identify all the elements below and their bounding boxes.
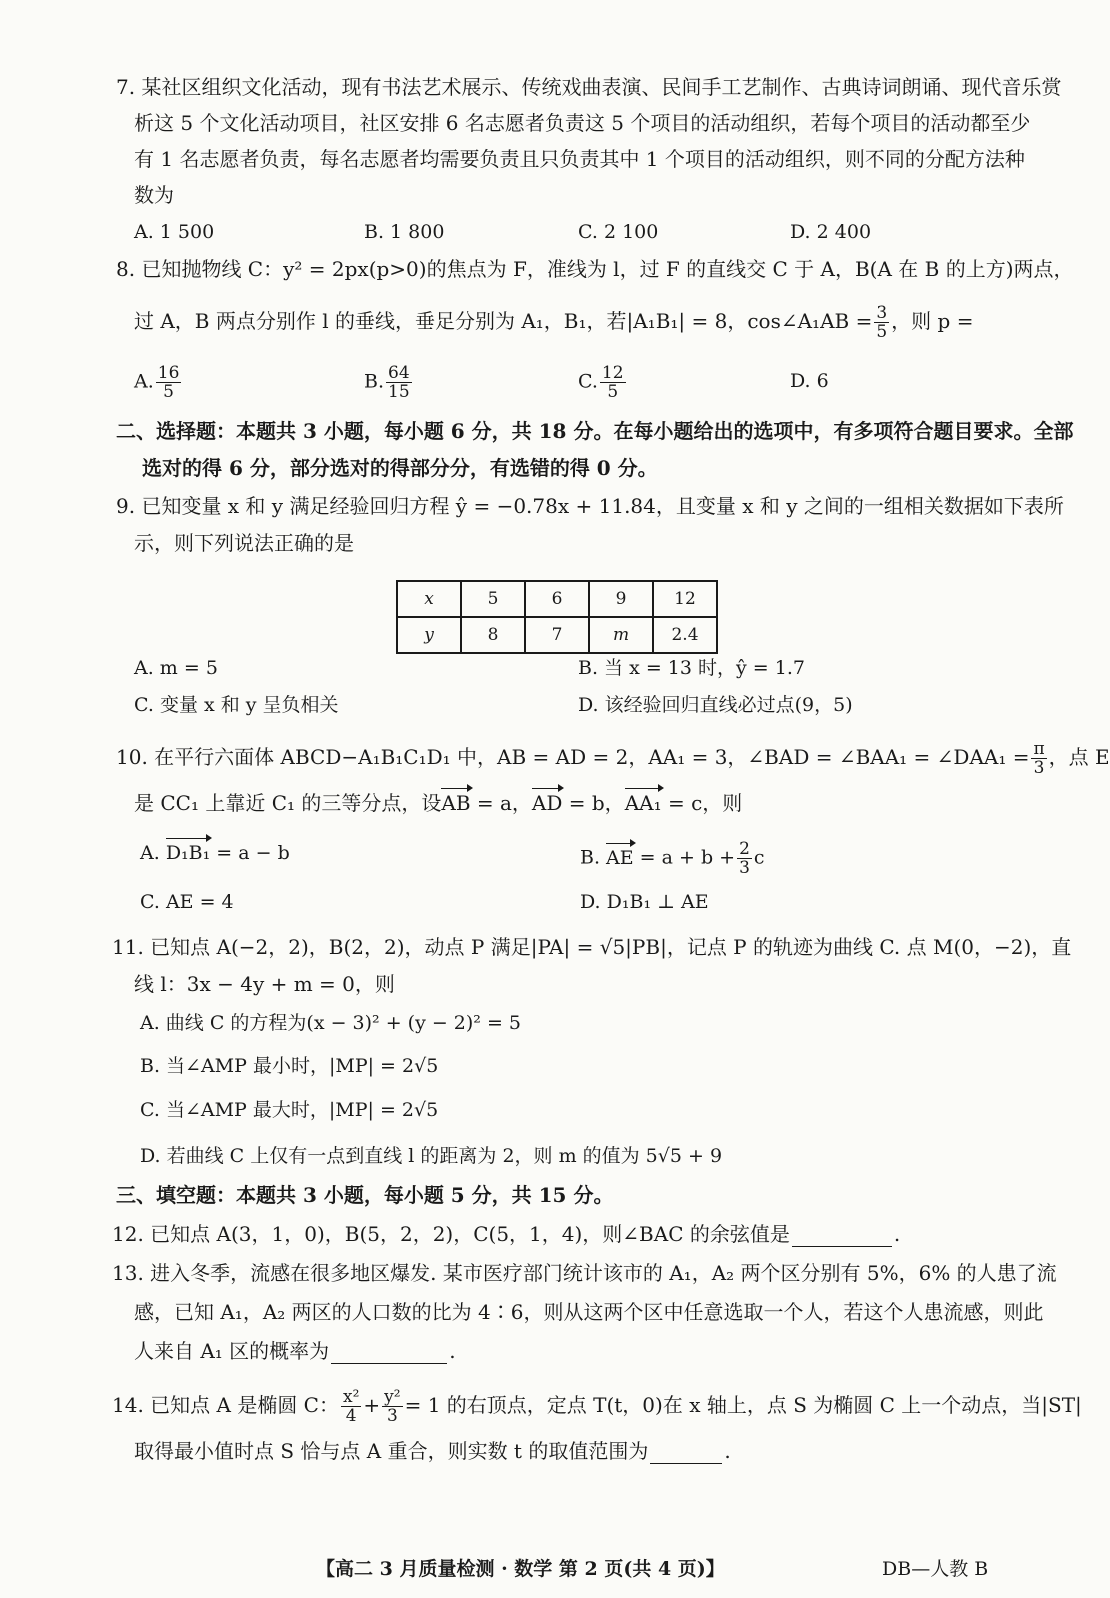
q10-line2: 是 CC₁ 上靠近 C₁ 的三等分点，设AB = a，AD = b，AA₁ = c，则 — [134, 791, 743, 815]
q7-option-d: D. 2 400 — [790, 221, 872, 243]
q10-option-b: B. AE = a + b + $\frac{2}{3}$ c — [580, 839, 765, 878]
footer-title: 【高二 3 月质量检测 · 数学 第 2 页(共 4 页)】 — [316, 1558, 725, 1580]
q14-ellipse-frac-y: $\frac{\text{y²}}{3}$ — [384, 1387, 401, 1426]
q9-data-table — [396, 580, 718, 654]
q13-line2: 感，已知 A₁，A₂ 两区的人口数的比为 4∶6，则从这两个区中任意选取一个人，若这个人患流感，则此 — [134, 1300, 1044, 1324]
table-cell: 7 — [525, 617, 589, 653]
q10-option-c: C. AE = 4 — [140, 891, 234, 913]
q9-option-c: C. 变量 x 和 y 呈负相关 — [134, 694, 339, 716]
q9-option-d: D. 该经验回归直线必过点(9，5) — [578, 694, 853, 716]
q11-option-c: C. 当∠AMP 最大时，|MP| = 2√5 — [140, 1099, 439, 1121]
q7-line3: 有 1 名志愿者负责，每名志愿者均需要负责且只负责其中 1 个项目的活动组织，则不同的分配方法种 — [134, 147, 1025, 171]
q8-option-c: C. $\frac{12}{5}$ — [578, 363, 624, 402]
q14-line2: 取得最小值时点 S 恰与点 A 重合，则实数 t 的取值范围为 . — [134, 1439, 731, 1463]
section2-note: 选对的得 6 分，部分选对的得部分分，有选错的得 0 分。 — [142, 456, 658, 480]
q7-line4: 数为 — [134, 183, 174, 207]
q7-option-a: A. 1 500 — [134, 221, 215, 243]
q7-line2: 析这 5 个文化活动项目，社区安排 6 名志愿者负责这 5 个项目的活动组织，若每个项目的活动都至少 — [134, 111, 1031, 135]
q8-option-a: A. $\frac{16}{5}$ — [134, 363, 180, 402]
q14-line1: 14. 已知点 A 是椭圆 C： $\frac{\text{x²}}{4}$ + $\frac{\text{y²}}{3}$ = 1 的右顶点，定点 T(t，0)在 x 轴上，点 S 为椭圆 C 上一个动点，当|ST| — [112, 1387, 1082, 1426]
q11-option-b: B. 当∠AMP 最小时，|MP| = 2√5 — [140, 1055, 439, 1077]
table-row — [397, 617, 717, 653]
q8-cos-fraction: $\frac{3}{5}$ — [876, 303, 888, 342]
q13-line3: 人来自 A₁ 区的概率为 . — [134, 1339, 456, 1363]
q14-answer-blank[interactable] — [650, 1443, 722, 1464]
vector-ab: AB — [441, 791, 471, 815]
q8-option-d: D. 6 — [790, 370, 829, 392]
q11-option-a: A. 曲线 C 的方程为(x − 3)² + (y − 2)² = 5 — [140, 1012, 522, 1034]
q8-option-b: B. $\frac{64}{15}$ — [364, 363, 410, 402]
q14-ellipse-frac-x: $\frac{\text{x²}}{4}$ — [342, 1387, 360, 1426]
q8-line2: 过 A，B 两点分别作 l 的垂线，垂足分别为 A₁，B₁，若|A₁B₁| = 8，cos∠A₁AB = $\frac{3}{5}$ ，则 p = — [134, 303, 974, 342]
q8-line1: 8. 已知抛物线 C：y² = 2px(p>0)的焦点为 F，准线为 l，过 F 的直线交 C 于 A，B(A 在 B 的上方)两点， — [116, 257, 1074, 281]
table-cell: 2.4 — [653, 617, 717, 653]
table-row — [397, 581, 717, 617]
section3-heading: 三、填空题：本题共 3 小题，每小题 5 分，共 15 分。 — [116, 1183, 614, 1207]
q7-option-b: B. 1 800 — [364, 221, 445, 243]
q12-line: 12. 已知点 A(3，1，0)，B(5，2，2)，C(5，1，4)，则∠BAC 的余弦值是 . — [112, 1222, 901, 1246]
footer-code: DB—人教 B — [882, 1558, 989, 1580]
table-cell: y — [397, 617, 461, 653]
q11-option-d: D. 若曲线 C 上仅有一点到直线 l 的距离为 2，则 m 的值为 5√5 + 9 — [140, 1145, 723, 1167]
q13-answer-blank[interactable] — [331, 1343, 447, 1364]
table-cell: 12 — [653, 581, 717, 617]
q9-line2: 示，则下列说法正确的是 — [134, 531, 354, 555]
q10-option-d: D. D₁B₁ ⊥ AE — [580, 891, 709, 913]
table-cell: 5 — [461, 581, 525, 617]
table-cell: x — [397, 581, 461, 617]
q7-option-c: C. 2 100 — [578, 221, 659, 243]
q7-line1: 7. 某社区组织文化活动，现有书法艺术展示、传统戏曲表演、民间手工艺制作、古典诗词朗诵、现代音乐赏 — [116, 75, 1062, 99]
q13-line1: 13. 进入冬季，流感在很多地区爆发. 某市医疗部门统计该市的 A₁，A₂ 两个区分别有 5%，6% 的人患了流 — [112, 1261, 1057, 1285]
q9-option-a: A. m = 5 — [134, 657, 218, 679]
table-cell: 9 — [589, 581, 653, 617]
table-cell: 8 — [461, 617, 525, 653]
q10-option-a: A. D₁B₁ = a − b — [140, 842, 290, 864]
q9-line1: 9. 已知变量 x 和 y 满足经验回归方程 ŷ = −0.78x + 11.84，且变量 x 和 y 之间的一组相关数据如下表所 — [116, 494, 1064, 518]
table-cell: 6 — [525, 581, 589, 617]
q12-answer-blank[interactable] — [792, 1226, 892, 1247]
q10-line1: 10. 在平行六面体 ABCD−A₁B₁C₁D₁ 中，AB = AD = 2，AA₁ = 3，∠BAD = ∠BAA₁ = ∠DAA₁ = $\frac{\pi}{3}$ ，点 E — [116, 739, 1110, 778]
section2-heading: 二、选择题：本题共 3 小题，每小题 6 分，共 18 分。在每小题给出的选项中，有多项符合题目要求。全部 — [116, 419, 1074, 443]
q11-line2: 线 l：3x − 4y + m = 0，则 — [134, 972, 395, 996]
q11-line1: 11. 已知点 A(−2，2)，B(2，2)，动点 P 满足|PA| = √5|PB|，记点 P 的轨迹为曲线 C. 点 M(0，−2)，直 — [112, 935, 1072, 959]
vector-ad: AD — [531, 791, 563, 815]
q8-line2-text: 过 A，B 两点分别作 l 的垂线，垂足分别为 A₁，B₁，若|A₁B₁| = 8，cos∠A₁AB = — [134, 309, 873, 333]
vector-aa1: AA₁ — [624, 791, 662, 815]
table-cell: m — [589, 617, 653, 653]
q9-option-b: B. 当 x = 13 时，ŷ = 1.7 — [578, 657, 805, 679]
q10-angle-fraction: $\frac{\pi}{3}$ — [1033, 739, 1045, 778]
